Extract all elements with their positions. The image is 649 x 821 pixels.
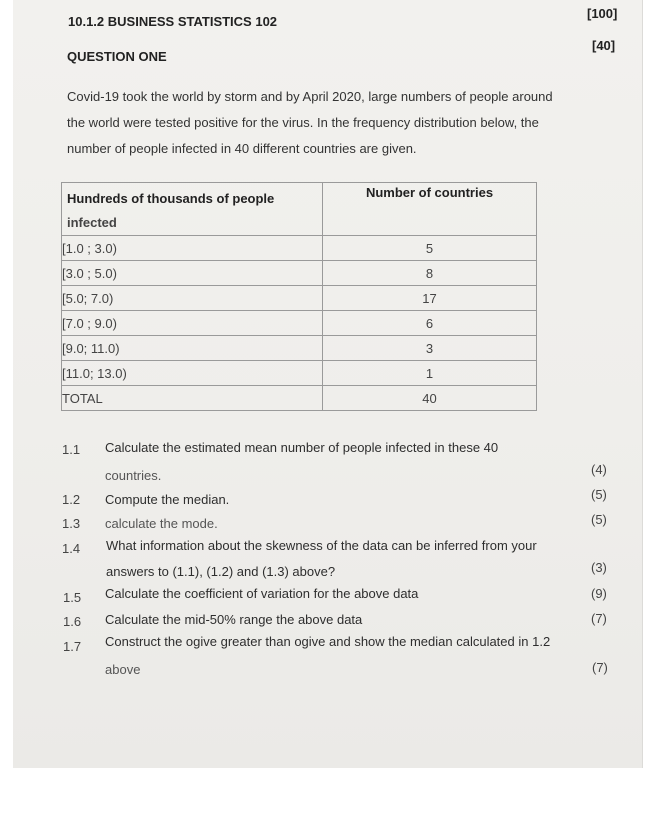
intro-line: the world were tested positive for the virus. In the frequency distribution below, the — [67, 115, 539, 130]
class-interval: [1.0 ; 3.0) — [62, 236, 323, 261]
question-number: 1.3 — [62, 516, 81, 531]
question-marks: (5) — [591, 512, 607, 527]
class-interval: [3.0 ; 5.0) — [62, 261, 323, 286]
total-label: TOTAL — [62, 386, 323, 411]
frequency-table — [61, 182, 537, 411]
question-number: 1.5 — [63, 590, 82, 605]
question-marks: (3) — [591, 560, 607, 575]
question-text: Calculate the coefficient of variation for the above data — [105, 586, 419, 601]
question-marks: (5) — [591, 487, 607, 502]
question-marks: (7) — [591, 611, 607, 626]
country-count: 1 — [323, 361, 537, 386]
table-row — [62, 261, 537, 286]
question-marks: (4) — [591, 462, 607, 477]
table-header-row — [62, 183, 537, 236]
country-count: 6 — [323, 311, 537, 336]
question-text: Compute the median. — [105, 492, 230, 507]
class-interval: [7.0 ; 9.0) — [62, 311, 323, 336]
country-count: 17 — [323, 286, 537, 311]
table-row — [62, 336, 537, 361]
question-marks: [40] — [592, 38, 616, 53]
question-text-continued: above — [105, 662, 141, 677]
table-total-row — [62, 386, 537, 411]
question-text-continued: countries. — [105, 468, 162, 483]
table-row — [62, 286, 537, 311]
country-count: 8 — [323, 261, 537, 286]
course-title: 10.1.2 BUSINESS STATISTICS 102 — [68, 14, 278, 29]
question-number: 1.7 — [63, 639, 82, 654]
exam-paper — [13, 0, 643, 768]
question-number: 1.1 — [62, 442, 81, 457]
class-interval: [9.0; 11.0) — [62, 336, 323, 361]
table-row — [62, 361, 537, 386]
question-text: Calculate the estimated mean number of people infected in these 40 — [105, 440, 499, 455]
question-text-continued: answers to (1.1), (1.2) and (1.3) above? — [106, 564, 336, 579]
question-text: What information about the skewness of the data can be inferred from your — [106, 538, 537, 553]
question-number: 1.4 — [62, 541, 81, 556]
question-title: QUESTION ONE — [67, 49, 167, 64]
question-number: 1.6 — [63, 614, 82, 629]
question-marks: (9) — [591, 586, 607, 601]
intro-line: number of people infected in 40 different countries are given. — [67, 141, 417, 156]
country-count: 3 — [323, 336, 537, 361]
table-row — [62, 311, 537, 336]
question-text: Calculate the mid-50% range the above data — [105, 612, 363, 627]
class-interval: [5.0; 7.0) — [62, 286, 323, 311]
intro-paragraph — [67, 84, 627, 162]
intro-line: Covid-19 took the world by storm and by April 2020, large numbers of people around — [67, 89, 553, 104]
total-marks: [100] — [587, 6, 618, 21]
question-text: Construct the ogive greater than ogive and show the median calculated in 1.2 — [105, 634, 551, 649]
table-row — [62, 236, 537, 261]
country-count: 5 — [323, 236, 537, 261]
question-text: calculate the mode. — [105, 516, 218, 531]
column-header-infected: Hundreds of thousands of people infected — [62, 183, 323, 236]
question-marks: (7) — [592, 660, 608, 675]
class-interval: [11.0; 13.0) — [62, 361, 323, 386]
column-header-countries: Number of countries — [323, 183, 537, 236]
question-number: 1.2 — [62, 492, 81, 507]
total-value: 40 — [323, 386, 537, 411]
